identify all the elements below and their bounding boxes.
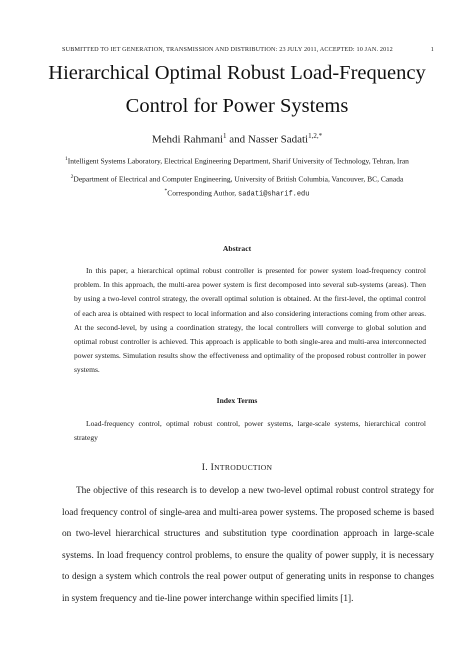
affiliation-1-text: Intelligent Systems Laboratory, Electrical Engineering Department, Sharif University of Technology, Tehran, Iran <box>67 156 409 166</box>
corresponding-email: sadati@sharif.edu <box>238 190 310 199</box>
paper-title-line-2: Control for Power Systems <box>125 95 349 117</box>
page-number: 1 <box>430 46 434 53</box>
affiliation-1 <box>30 154 444 167</box>
introduction-body <box>62 481 434 610</box>
author-2-name: Nasser Sadati <box>247 133 309 146</box>
affiliation-1-mark: 1 <box>65 156 68 162</box>
index-terms-body <box>74 417 426 445</box>
introduction-text: The objective of this research is to develop a new two-level optimal robust control strategy for load frequency control of single-area and multi-area power systems. The proposed scheme is based on two-level hierarchical structures and substitution type coordination approach in large-scale systems. In load frequency control problems, to ensure the quality of power supply, it is necessary to design a system which controls the real power output of generating units in response to changes in system frequency and tie-line power interchange within specified limits [1]. <box>62 486 434 604</box>
running-head <box>62 46 434 53</box>
introduction-heading-rest: NTRODUCTION <box>214 463 273 472</box>
introduction-numeral: I. <box>201 462 208 473</box>
corresponding-author <box>30 186 444 200</box>
affiliation-2 <box>30 172 444 185</box>
index-terms-heading: Index Terms <box>216 396 258 405</box>
index-terms-text: Load-frequency control, optimal robust control, power systems, large-scale systems, hierarchical control strategy <box>74 419 426 443</box>
introduction-heading <box>0 462 474 473</box>
author-1-affil-mark: 1 <box>223 132 227 140</box>
author-conjunction: and <box>229 133 246 146</box>
abstract-text: In this paper, a hierarchical optimal robust controller is presented for power system load-frequency control problem. In this approach, the multi-area power system is first decomposed into several sub-systems (areas). Then by using a two-level control strategy, the overall optimal solution is obtained. At the first-level, the optimal control of each area is obtained with respect to local information and also considering interactions coming from other areas. At the second-level, by using a coordination strategy, the local controllers will converge to global solution and optimal robust controller is achieved. This approach is applicable to both single-area and multi-area interconnected power systems. Simulation results show the effectiveness and optimality of the proposed robust controller in power systems. <box>74 266 426 375</box>
running-head-text: SUBMITTED TO IET GENERATION, TRANSMISSION AND DISTRIBUTION: 23 JULY 2011, ACCEPTED: 10 JAN. 2012 <box>62 46 393 53</box>
affiliation-2-text: Department of Electrical and Computer Engineering, University of British Columbia, Vancouver, BC, Canada <box>73 174 404 184</box>
abstract-heading: Abstract <box>222 244 252 253</box>
introduction-heading-initial: I <box>210 462 215 473</box>
corresponding-mark: * <box>164 188 168 194</box>
abstract-body <box>74 264 426 378</box>
author-1-name: Mehdi Rahmani <box>151 133 224 146</box>
paper-title-line-1: Hierarchical Optimal Robust Load-Frequency <box>48 62 426 84</box>
author-list <box>0 132 474 146</box>
affiliation-2-mark: 2 <box>70 174 74 180</box>
corresponding-label: Corresponding Author, <box>167 188 237 198</box>
author-2-affil-mark: 1,2,* <box>308 132 323 140</box>
